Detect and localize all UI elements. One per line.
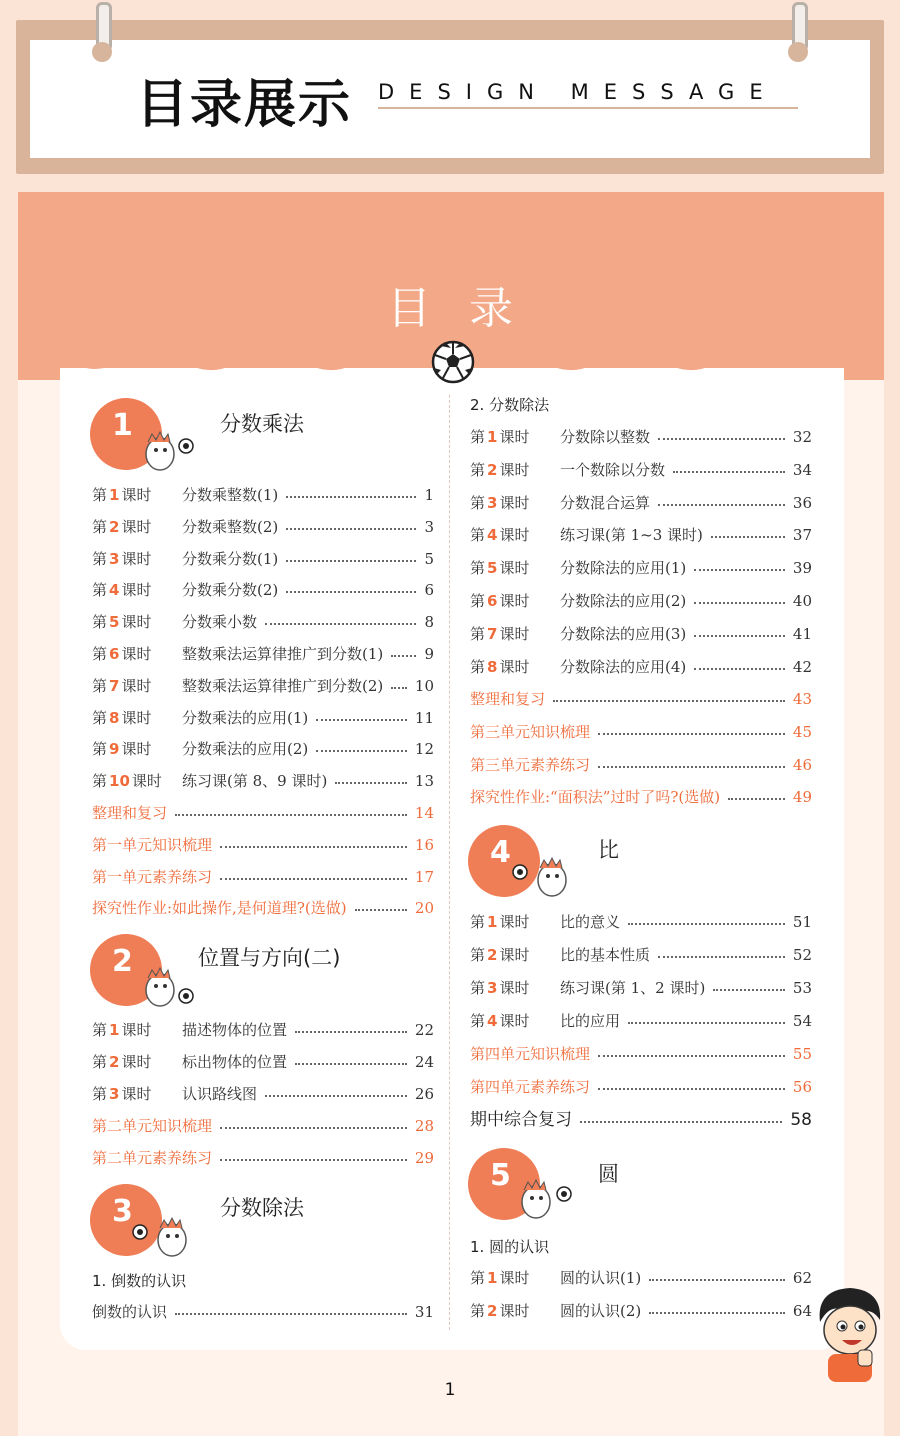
dot-leader (658, 438, 785, 440)
lesson-label: 第 6 课时 (470, 592, 530, 610)
section-heading-fraction-division: 2. 分数除法 (470, 396, 550, 414)
section-heading-circle: 1. 圆的认识 (470, 1238, 550, 1256)
dot-leader (355, 909, 407, 911)
entry-title: 第一单元素养练习 (92, 867, 213, 886)
entry-title: 练习课(第 1~3 课时) (560, 526, 703, 545)
entry-page-number: 55 (792, 1045, 812, 1063)
header-subtitle: DESIGN MESSAGE (378, 80, 778, 104)
toc-entry (92, 707, 434, 729)
entry-page-number: 14 (414, 804, 434, 822)
entry-page-number: 3 (424, 517, 434, 536)
entry-page-number: 17 (414, 867, 434, 886)
toc-entry (92, 1147, 434, 1169)
toc-entry (470, 459, 812, 481)
dot-leader (286, 560, 416, 562)
entry-page-number: 16 (414, 835, 434, 854)
dot-leader (711, 536, 785, 538)
entry-page-number: 46 (792, 755, 812, 774)
toc-entry (470, 623, 812, 645)
toc-entry (92, 675, 434, 697)
dinosaur-mascot-icon (508, 856, 574, 900)
entry-page-number: 22 (414, 1021, 434, 1039)
entry-page-number: 64 (792, 1302, 812, 1320)
entry-page-number: 26 (414, 1085, 434, 1103)
toc-entry (92, 1051, 434, 1073)
entry-title: 分数乘小数 (182, 613, 258, 632)
toc-entry (92, 579, 434, 601)
dot-leader (628, 923, 785, 925)
entry-page-number: 20 (414, 899, 434, 918)
toc-entry (92, 834, 434, 856)
toc-entry (470, 688, 812, 710)
entry-title: 分数除以整数 (560, 428, 651, 446)
unit-badge-4: 4 (468, 825, 540, 897)
unit-title-3: 分数除法 (220, 1196, 304, 1220)
lesson-label: 第 2 课时 (92, 1053, 152, 1071)
lesson-label: 第 7 课时 (470, 624, 530, 643)
lesson-label: 第 1 课时 (470, 428, 530, 446)
unit-title-1: 分数乘法 (220, 412, 304, 436)
unit-title-2: 位置与方向(二) (198, 946, 341, 970)
entry-page-number: 49 (792, 788, 812, 807)
dot-leader (598, 1088, 785, 1090)
dot-leader (335, 782, 407, 784)
dot-leader (598, 733, 785, 735)
dot-leader (673, 471, 785, 473)
toc-entry (92, 1019, 434, 1041)
dot-leader (649, 1312, 785, 1314)
toc-entry (470, 977, 812, 999)
entry-title: 比的意义 (560, 913, 621, 931)
toc-entry (92, 611, 434, 633)
dot-leader (658, 504, 785, 506)
entry-page-number: 62 (792, 1269, 812, 1287)
unit-badge-3: 3 (90, 1184, 162, 1256)
entry-page-number: 11 (414, 708, 434, 727)
dot-leader (220, 1159, 407, 1161)
entry-title: 第四单元知识梳理 (470, 1045, 591, 1063)
entry-title: 分数混合运算 (560, 493, 651, 512)
entry-title: 圆的认识(1) (560, 1269, 642, 1287)
toc-entry (470, 754, 812, 776)
lesson-label: 第 4 课时 (92, 581, 152, 600)
binder-hole-left (92, 42, 112, 62)
toc-entry-midterm (470, 1109, 812, 1131)
entry-page-number: 32 (792, 428, 812, 446)
lesson-label: 第 1 课时 (92, 486, 152, 504)
dot-leader (694, 569, 785, 571)
toc-entry (92, 770, 434, 792)
lesson-label: 第 5 课时 (92, 613, 152, 632)
section-heading-reciprocal: 1. 倒数的认识 (92, 1272, 187, 1290)
toc-entry (92, 802, 434, 824)
entry-title: 整理和复习 (92, 804, 168, 822)
entry-title: 期中综合复习 (470, 1110, 572, 1130)
entry-page-number: 54 (792, 1012, 812, 1030)
entry-title: 分数乘分数(2) (182, 581, 279, 600)
dot-leader (694, 635, 785, 637)
entry-title: 分数除法的应用(3) (560, 624, 687, 643)
entry-page-number: 13 (414, 772, 434, 791)
entry-page-number: 36 (792, 493, 812, 512)
toc-entry (470, 590, 812, 612)
entry-title: 练习课(第 1、2 课时) (560, 979, 706, 997)
toc-entry (92, 866, 434, 888)
entry-title: 第三单元素养练习 (470, 755, 591, 774)
cartoon-boy-icon (812, 1284, 888, 1384)
entry-page-number: 45 (792, 722, 812, 741)
entry-title: 探究性作业:“面积法”过时了吗?(选做) (470, 788, 721, 807)
dot-leader (649, 1279, 785, 1281)
soccer-ball-icon (431, 340, 475, 384)
entry-page-number: 41 (792, 624, 812, 643)
lesson-label: 第 2 课时 (470, 1302, 530, 1320)
entry-title: 分数除法的应用(4) (560, 657, 687, 676)
dot-leader (286, 528, 416, 530)
entry-title: 分数除法的应用(2) (560, 592, 687, 610)
entry-page-number: 51 (792, 913, 812, 931)
dot-leader (220, 846, 407, 848)
dot-leader (580, 1121, 782, 1123)
lesson-label: 第 1 课时 (92, 1021, 152, 1039)
dot-leader (316, 719, 407, 721)
lesson-label: 第 4 课时 (470, 526, 530, 545)
dot-leader (728, 798, 785, 800)
dot-leader (316, 750, 407, 752)
dot-leader (391, 655, 416, 657)
entry-title: 描述物体的位置 (182, 1021, 288, 1039)
entry-page-number: 31 (414, 1303, 434, 1321)
toc-entry (92, 548, 434, 570)
entry-title: 分数乘法的应用(2) (182, 740, 309, 759)
lesson-label: 第 2 课时 (470, 460, 530, 479)
toc-entry (470, 492, 812, 514)
unit-badge-5: 5 (468, 1148, 540, 1220)
entry-page-number: 37 (792, 526, 812, 545)
entry-title: 比的基本性质 (560, 946, 651, 964)
toc-entry (92, 484, 434, 506)
toc-entry (470, 524, 812, 546)
entry-title: 标出物体的位置 (182, 1053, 288, 1071)
toc-entry (470, 1076, 812, 1098)
toc-title: 目录 (387, 283, 551, 334)
toc-entry (470, 656, 812, 678)
entry-title: 第四单元素养练习 (470, 1078, 591, 1096)
dinosaur-mascot-icon (140, 430, 196, 474)
page-number: 1 (444, 1380, 456, 1400)
dot-leader (286, 496, 416, 498)
entry-page-number: 39 (792, 559, 812, 578)
unit-badge-1: 1 (90, 398, 162, 470)
dot-leader (598, 766, 785, 768)
dot-leader (265, 1095, 407, 1097)
entry-page-number: 10 (414, 676, 434, 695)
dot-leader (553, 700, 785, 702)
toc-entry (92, 1115, 434, 1137)
toc-entry (92, 738, 434, 760)
entry-page-number: 43 (792, 690, 812, 708)
entry-title: 比的应用 (560, 1012, 621, 1030)
column-divider (449, 395, 450, 1330)
entry-title: 分数乘整数(1) (182, 486, 279, 504)
entry-page-number: 9 (424, 645, 434, 663)
unit-title-5: 圆 (598, 1162, 619, 1186)
entry-page-number: 28 (414, 1117, 434, 1135)
lesson-label: 第 1 课时 (470, 913, 530, 931)
lesson-label: 第 5 课时 (470, 559, 530, 578)
toc-entry (470, 1043, 812, 1065)
lesson-label: 第 3 课时 (92, 549, 152, 568)
entry-title: 分数乘整数(2) (182, 517, 279, 536)
binder-hole-right (788, 42, 808, 62)
entry-title: 分数乘分数(1) (182, 549, 279, 568)
lesson-label: 第 4 课时 (470, 1012, 530, 1030)
entry-title: 第二单元素养练习 (92, 1149, 213, 1167)
toc-entry (92, 643, 434, 665)
dot-leader (658, 956, 785, 958)
toc-entry (470, 1010, 812, 1032)
entry-title: 第三单元知识梳理 (470, 722, 591, 741)
dot-leader (265, 623, 416, 625)
lesson-label: 第 2 课时 (470, 946, 530, 964)
toc-entry (470, 944, 812, 966)
dot-leader (175, 814, 407, 816)
toc-entry (470, 557, 812, 579)
entry-title: 倒数的认识 (92, 1303, 168, 1321)
lesson-label: 第 10 课时 (92, 772, 162, 791)
unit-badge-2: 2 (90, 934, 162, 1006)
lesson-label: 第 2 课时 (92, 517, 152, 536)
entry-page-number: 53 (792, 979, 812, 997)
lesson-label: 第 3 课时 (92, 1085, 152, 1103)
dot-leader (175, 1313, 407, 1315)
entry-title: 第二单元知识梳理 (92, 1117, 213, 1135)
dot-leader (391, 687, 407, 689)
entry-title: 认识路线图 (182, 1085, 258, 1103)
lesson-label: 第 8 课时 (92, 708, 152, 727)
toc-entry (470, 721, 812, 743)
entry-title: 分数乘法的应用(1) (182, 708, 309, 727)
entry-page-number: 34 (792, 460, 812, 479)
dot-leader (694, 668, 785, 670)
dot-leader (694, 602, 785, 604)
toc-entry (470, 911, 812, 933)
entry-page-number: 56 (792, 1078, 812, 1096)
unit-title-4: 比 (598, 838, 619, 862)
entry-page-number: 52 (792, 946, 812, 964)
lesson-label: 第 6 课时 (92, 645, 152, 663)
entry-title: 整理和复习 (470, 690, 546, 708)
entry-page-number: 6 (424, 581, 434, 600)
entry-page-number: 12 (414, 740, 434, 759)
lesson-label: 第 3 课时 (470, 493, 530, 512)
dinosaur-mascot-icon (516, 1178, 576, 1222)
dinosaur-mascot-icon (128, 1216, 194, 1260)
dot-leader (286, 591, 416, 593)
toc-entry (92, 897, 434, 919)
entry-page-number: 42 (792, 657, 812, 676)
entry-title: 圆的认识(2) (560, 1302, 642, 1320)
entry-title: 探究性作业:如此操作,是何道理?(选做) (92, 899, 347, 918)
lesson-label: 第 1 课时 (470, 1269, 530, 1287)
dot-leader (713, 989, 785, 991)
entry-page-number: 58 (790, 1110, 812, 1130)
entry-page-number: 8 (424, 613, 434, 632)
entry-title: 分数除法的应用(1) (560, 559, 687, 578)
dot-leader (628, 1022, 785, 1024)
dot-leader (598, 1055, 785, 1057)
toc-entry (470, 426, 812, 448)
entry-title: 整数乘法运算律推广到分数(2) (182, 676, 384, 695)
toc-entry (470, 1267, 812, 1289)
entry-page-number: 5 (424, 549, 434, 568)
toc-entry (92, 516, 434, 538)
dot-leader (220, 878, 407, 880)
header-underline (378, 107, 798, 109)
toc-entry (470, 786, 812, 808)
dinosaur-mascot-icon (140, 966, 196, 1010)
entry-title: 一个数除以分数 (560, 460, 666, 479)
entry-page-number: 1 (424, 486, 434, 504)
toc-entry (92, 1301, 434, 1323)
lesson-label: 第 9 课时 (92, 740, 152, 759)
dot-leader (220, 1127, 407, 1129)
entry-page-number: 24 (414, 1053, 434, 1071)
toc-entry (92, 1083, 434, 1105)
toc-entry (470, 1300, 812, 1322)
lesson-label: 第 7 课时 (92, 676, 152, 695)
lesson-label: 第 3 课时 (470, 979, 530, 997)
entry-page-number: 29 (414, 1149, 434, 1167)
dot-leader (295, 1031, 407, 1033)
entry-title: 练习课(第 8、9 课时) (182, 772, 328, 791)
entry-title: 第一单元知识梳理 (92, 835, 213, 854)
entry-page-number: 40 (792, 592, 812, 610)
lesson-label: 第 8 课时 (470, 657, 530, 676)
header-title: 目录展示 (136, 75, 353, 135)
entry-title: 整数乘法运算律推广到分数(1) (182, 645, 384, 663)
dot-leader (295, 1063, 407, 1065)
